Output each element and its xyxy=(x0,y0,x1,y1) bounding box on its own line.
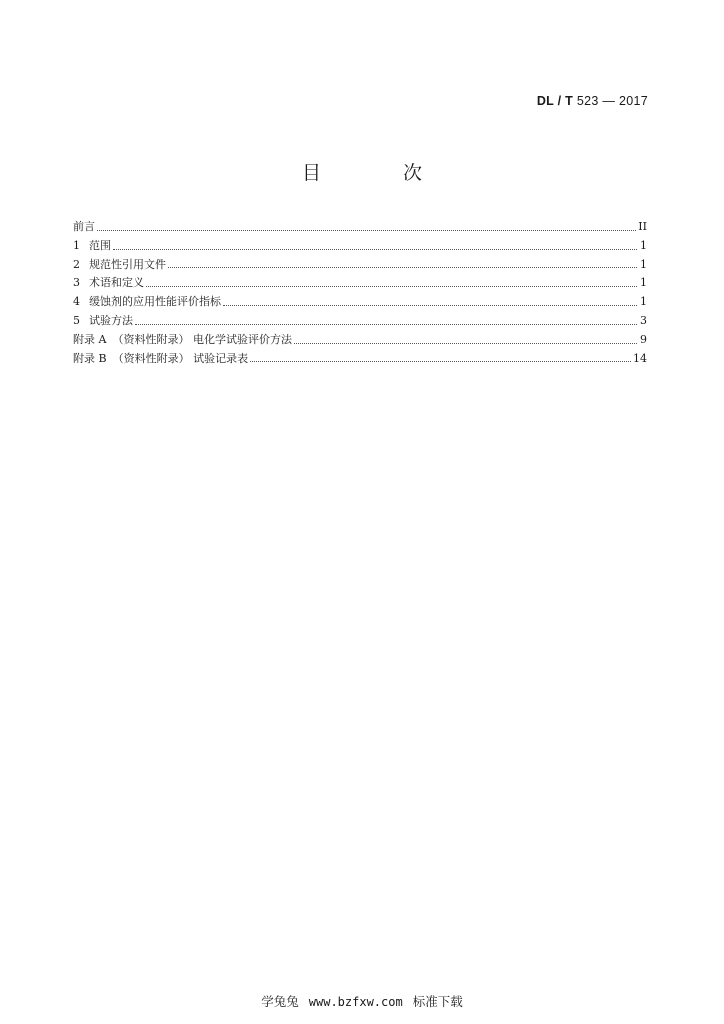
page-title: 目 次 xyxy=(301,162,461,184)
footer-tagline: 标准下载 xyxy=(412,994,463,1009)
standard-number: 523 — 2017 xyxy=(576,94,648,108)
toc-label: （资料性附录） 电化学试验评价方法 xyxy=(112,332,292,346)
toc-label: 范围 xyxy=(89,238,111,252)
toc-entry-appendix-a[interactable] xyxy=(73,331,647,350)
toc-page-number: 9 xyxy=(640,332,647,346)
table-of-contents xyxy=(73,218,647,368)
toc-leader-dots xyxy=(168,267,637,268)
toc-entry-2[interactable] xyxy=(73,256,647,275)
toc-leader-dots xyxy=(223,305,637,306)
toc-page-number: 1 xyxy=(640,238,647,252)
toc-label: 缓蚀剂的应用性能评价指标 xyxy=(89,295,221,309)
toc-number: 3 xyxy=(73,276,80,290)
toc-leader-dots xyxy=(135,324,637,325)
toc-label: 规范性引用文件 xyxy=(89,257,166,271)
footer-url[interactable]: www.bzfxw.com xyxy=(308,995,403,1009)
toc-number: 2 xyxy=(73,257,80,271)
standard-code xyxy=(537,94,648,108)
toc-entry-3[interactable] xyxy=(73,274,647,293)
toc-label: 前言 xyxy=(73,220,95,233)
toc-page-number: 1 xyxy=(640,257,647,271)
toc-entry-foreword[interactable] xyxy=(73,218,647,237)
watermark-footer xyxy=(0,992,724,1010)
toc-page-number: 3 xyxy=(640,313,647,327)
footer-site-name: 学兔兔 xyxy=(261,994,299,1009)
toc-leader-dots xyxy=(146,286,637,287)
toc-number: 附录 B xyxy=(73,351,107,365)
toc-leader-dots xyxy=(294,343,637,344)
toc-label: 试验方法 xyxy=(89,313,133,327)
toc-number: 1 xyxy=(73,238,80,252)
toc-leader-dots xyxy=(97,230,636,231)
toc-label: 术语和定义 xyxy=(89,276,144,290)
toc-label: （资料性附录） 试验记录表 xyxy=(112,351,249,365)
toc-number: 附录 A xyxy=(73,332,107,346)
toc-page-number: 14 xyxy=(633,351,647,365)
toc-entry-5[interactable] xyxy=(73,312,647,331)
toc-page-number: II xyxy=(638,220,647,233)
toc-number: 4 xyxy=(73,295,80,309)
toc-page-number: 1 xyxy=(640,276,647,290)
toc-page-number: 1 xyxy=(640,295,647,309)
toc-leader-dots xyxy=(113,249,637,250)
toc-entry-4[interactable] xyxy=(73,293,647,312)
toc-leader-dots xyxy=(250,361,631,362)
toc-entry-1[interactable] xyxy=(73,237,647,256)
standard-prefix: DL / T xyxy=(536,94,574,108)
toc-number: 5 xyxy=(73,313,80,327)
toc-entry-appendix-b[interactable] xyxy=(73,350,647,369)
